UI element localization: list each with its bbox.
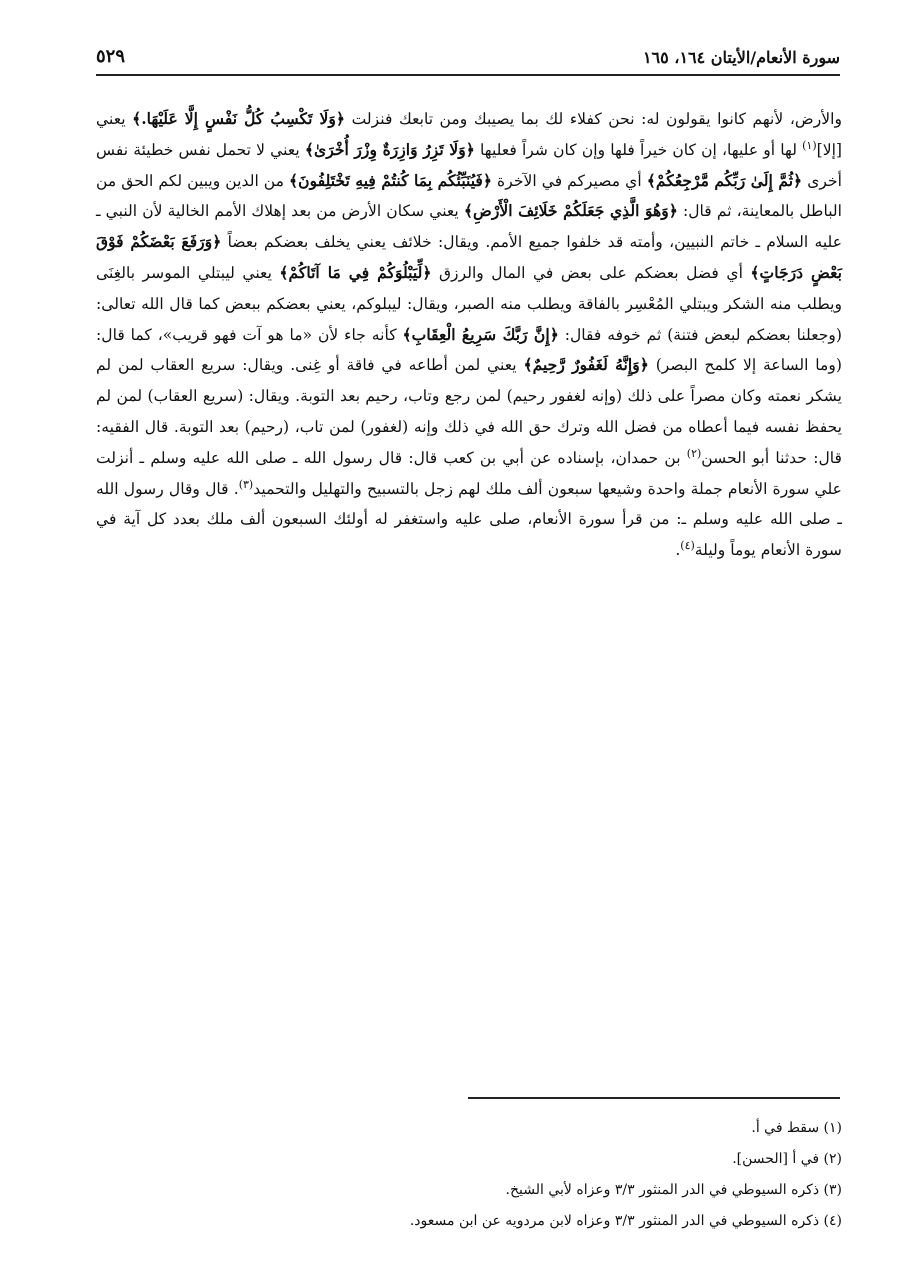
quran-verse: ﴿وَرَفَعَ بَعْضَكُمْ فَوْقَ بَعْضٍ دَرَجَاتٍ﴾ [96,232,842,282]
footnote-ref: (٤) [680,538,695,552]
text-segment: من الدين ويبين لكم الحق من الباطل بالمعاينة، ثم قال: [96,171,843,221]
text-segment: أي فضل بعضكم على بعض في المال والرزق [431,263,751,282]
text-segment: . [675,541,681,560]
running-title: سورة الأنعام/الأيتان ١٦٤، ١٦٥ [642,48,840,67]
footnote-separator [468,1097,840,1099]
text-segment: يعني لمن أطاعه في فاقة أو غِنى. ويقال: سريع العقاب لمن لم يشكر نعمته وكان مصراً على ذلك (وإنه لغفور رحيم) لمن رجع وتاب، رحيم بعد التوبة. ويقال: (سريع العقاب) لمن لم يحفظ نفسه فيما أعطاه من فضل الله وترك حق الله في ذلك وإنه (لغفور) لمن تاب، (رحيم) بعد التوبة. قال الفقيه: قال: حدثنا أبو الحسن [96,356,842,467]
main-text [96,104,842,566]
footnote-ref: (١) [802,138,817,152]
footnote-ref: (٢) [686,446,702,460]
footnote: (٢) في أ [الحسن]. [732,1151,842,1167]
quran-verse: ﴿إِنَّ رَبَّكَ سَرِيعُ الْعِقَابِ﴾ [402,324,559,344]
text-segment: يعني سكان الأرض من بعد إهلاك الأمم الخالية لأن النبي ـ عليه السلام ـ خاتم النبيين، وأمته قد خلفوا جميع الأمم. ويقال: خلائف يعني يخلف بعضكم بعضاً [96,202,842,252]
text-segment: أي مصيركم في الآخرة [492,171,647,190]
quran-verse: ﴿وَهُوَ الَّذِي جَعَلَكُمْ خَلَائِفَ الْأَرْضِ﴾ [463,201,678,221]
footnote: (١) سقط في أ. [751,1120,842,1136]
quran-verse: ﴿وَلَا تَكْسِبُ كُلُّ نَفْسٍ إِلَّا عَلَيْهَا.﴾ [132,109,346,128]
quran-verse: ﴿لِّيَبْلُوَكُمْ فِي مَا آتَاكُمْ﴾ [279,262,432,282]
text-segment: يعني ليبتلي الموسر بالغِنَى ويطلب منه الشكر ويبتلي المُعْسِر بالفاقة ويطلب منه الصبر، ويقال: ليبلوكم، يعني بعضكم ببعض كما قال الله تعالى: (وجعلنا بعضكم لبعض فتنة) ثم خوفه فقال: [96,263,842,344]
footnotes [96,1113,842,1237]
footnote: (٤) ذكره السيوطي في الدر المنثور ٣/٣ وعزاه لابن مردويه عن ابن مسعود. [409,1213,842,1229]
quran-verse: ﴿فَيُنَبِّئُكُم بِمَا كُنتُمْ فِيهِ تَخْتَلِفُونَ﴾ [289,170,493,190]
footnote-ref: (٣) [238,477,254,491]
text-segment: يعني لا تحمل نفس خطيئة نفس أخرى [96,140,842,190]
page-number: ٥٢٩ [96,46,126,67]
quran-verse: ﴿وَإِنَّهُ لَغَفُورٌ رَّحِيمٌ﴾ [523,355,649,375]
text-segment: والأرض، لأنهم كانوا يقولون له: نحن كفلاء لك بما يصيبك ومن تابعك فنزلت [345,110,842,128]
quran-verse: ﴿وَلَا تَزِرُ وَازِرَةٌ وِزْرَ أُخْرَىٰ﴾ [304,139,475,159]
text-segment: كأنه جاء لأن «ما هو آت فهو قريب»، كما قال: (وما الساعة إلا كلمح البصر) [96,325,843,375]
text-segment: . قال وقال رسول الله ـ صلى الله عليه وسلم ـ: من قرأ سورة الأنعام، صلى عليه واستغفر له أولئك السبعون ألف ملك بعدد كل آية في سورة الأنعام يوماً وليلة [96,479,842,560]
text-segment: يعني [إلا] [96,110,843,159]
footnote: (٣) ذكره السيوطي في الدر المنثور ٣/٣ وعزاه لأبي الشيخ. [505,1182,842,1198]
text-segment: لها أو عليها، إن كان خيراً فلها وإن كان شراً فعليها [474,140,803,159]
page-header [96,44,840,76]
text-segment: بن حمدان، بإسناده عن أبي بن كعب قال: قال رسول الله ـ صلى الله عليه وسلم ـ أنزلت علي سورة الأنعام جملة واحدة وشيعها سبعون ألف ملك لهم زجل بالتسبيح والتهليل والتحميد [96,448,842,498]
quran-verse: ﴿ثُمَّ إِلَىٰ رَبِّكُم مَّرْجِعُكُمْ﴾ [646,170,803,190]
